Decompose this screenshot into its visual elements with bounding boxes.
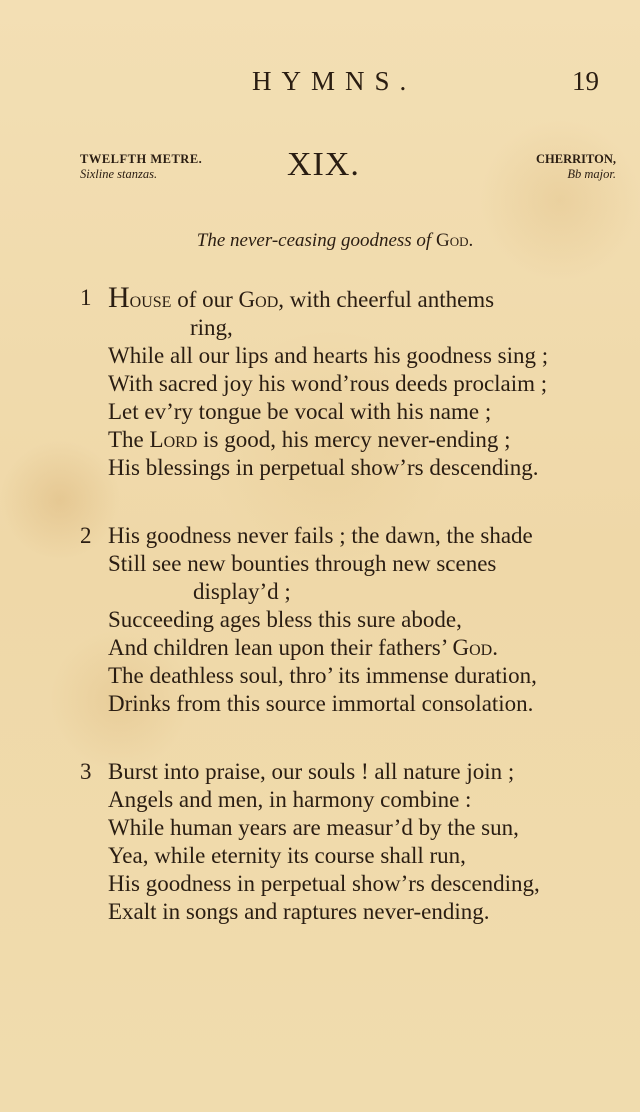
verse-line	[108, 426, 511, 454]
verse-line: With sacred joy his wond’rous deeds proclaim ;	[108, 371, 548, 396]
verse-line: While human years are measur’d by the sun,	[108, 815, 519, 840]
verse-fragment: The	[108, 427, 150, 452]
hymn-subtitle	[0, 230, 640, 252]
verse-fragment: .	[492, 635, 498, 660]
verse-line: Yea, while eternity its course shall run,	[108, 843, 466, 868]
stanza-form: Sixline stanzas.	[80, 167, 158, 181]
verse-line: His blessings in perpetual show’rs descending.	[108, 455, 539, 480]
hymn-number: XIX.	[287, 146, 360, 183]
subtitle-god: God.	[435, 230, 474, 251]
verse-fragment: ouse	[129, 287, 172, 312]
tune-info	[536, 152, 616, 182]
verse-line: Succeeding ages bless this sure abode,	[108, 607, 462, 632]
verse-line: Let ev’ry tongue be vocal with his name ;	[108, 399, 492, 424]
verse-line: While all our lips and hearts his goodness sing ;	[108, 343, 549, 368]
verse-fragment: God	[452, 635, 493, 660]
tune-name: CHERRITON,	[536, 152, 616, 166]
verse-fragment: God	[238, 287, 279, 312]
verse-line: display’d ;	[193, 579, 291, 604]
verse-line: Angels and men, in harmony combine :	[108, 787, 472, 812]
verse-fragment: And children lean upon their fathers’	[108, 635, 453, 660]
stanza-number: 2	[80, 523, 92, 548]
tune-key: Bb major.	[567, 167, 616, 181]
verse-line: Drinks from this source immortal consolation.	[108, 691, 534, 716]
verse-fragment: , with cheerful anthems	[278, 287, 495, 312]
subtitle-italic: The never-ceasing goodness of	[196, 230, 432, 251]
verse-line	[108, 634, 498, 662]
running-title: HYMNS.	[252, 66, 417, 96]
stanza-number: 3	[80, 759, 92, 784]
verse-line: The deathless soul, thro’ its immense duration,	[108, 663, 537, 688]
verse-line: Burst into praise, our souls ! all nature join ;	[108, 759, 515, 784]
meter-name: TWELFTH METRE.	[80, 152, 203, 166]
drop-capital: H	[108, 281, 130, 314]
verse-fragment: of our	[171, 287, 239, 312]
verse-line: Still see new bounties through new scenes	[108, 551, 497, 576]
stanza-number: 1	[80, 285, 92, 310]
verse-line: ring,	[190, 315, 233, 340]
verse-line: His goodness in perpetual show’rs descending,	[108, 871, 540, 896]
verse-line: His goodness never fails ; the dawn, the shade	[108, 523, 533, 548]
page-number: 19	[572, 66, 599, 96]
verse-fragment: Lord	[149, 427, 198, 452]
running-head	[0, 66, 640, 106]
meter-info	[80, 152, 202, 182]
verse-fragment: is good, his mercy never-ending ;	[197, 427, 511, 452]
verse-line: Exalt in songs and raptures never-ending.	[108, 899, 490, 924]
verse-line	[108, 281, 495, 314]
